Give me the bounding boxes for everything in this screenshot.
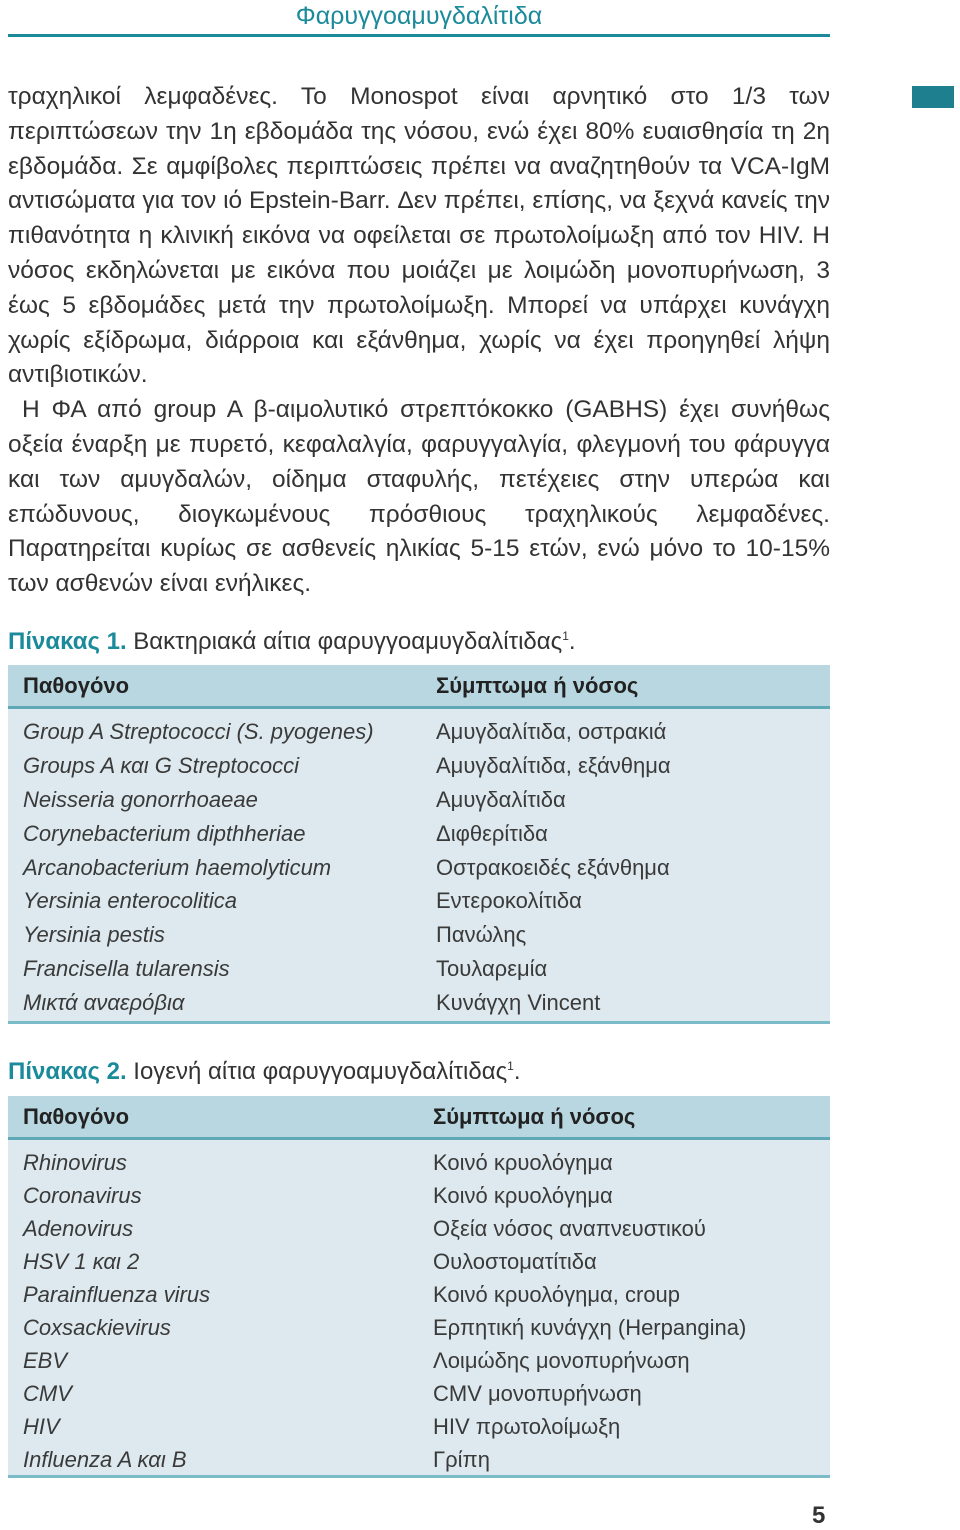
table-row bbox=[8, 884, 830, 918]
table-2 bbox=[8, 1096, 830, 1478]
table-2-caption-text: Ιογενή αίτια φαρυγγοαμυγδαλίτιδας bbox=[126, 1058, 508, 1085]
table-1-header-symptom: Σύμπτωμα ή νόσος bbox=[436, 673, 639, 698]
table-1 bbox=[8, 665, 830, 1024]
table-row bbox=[8, 1410, 830, 1443]
symptom-cell: Εντεροκολίτιδα bbox=[436, 888, 582, 914]
pathogen-cell: Neisseria gonorrhoaeae bbox=[23, 786, 258, 812]
pathogen-cell: HIV bbox=[23, 1414, 60, 1439]
running-header-title: Φαρυγγοαμυγδαλίτιδα bbox=[295, 2, 543, 30]
table-row bbox=[8, 817, 830, 851]
chapter-side-tab bbox=[912, 86, 954, 108]
table-2-reference: 1 bbox=[507, 1059, 514, 1073]
table-row bbox=[8, 986, 830, 1020]
table-row bbox=[8, 1443, 830, 1476]
table-row bbox=[8, 749, 830, 783]
table-2-body bbox=[8, 1140, 830, 1476]
symptom-cell: Κοινό κρυολόγημα bbox=[433, 1183, 613, 1208]
paragraph-1: τραχηλικοί λεμφαδένες. Το Monospot είναι αρνητικό στο 1/3 των περιπτώσεων την 1η εβδομάδα της νόσου, ενώ έχει 80% ευαισθησία τη 2η εβδομάδα. Σε αμφίβολες περιπτώσεις πρέπει να αναζητηθούν τα VCA-IgM αντισώματα για τον ιό Epstein-Barr. Δεν πρέπει, επίσης, να ξεχνά κανείς την πιθανότητα η κλινική εικόνα να οφείλεται σε πρωτολοίμωξη από τον HIV. Η νόσος εκδηλώνεται με εικόνα που μοιάζει με λοιμώδη μονοπυρήνωση, 3 έως 5 εβδομάδες μετά την πρωτολοίμωξη. Μπορεί να υπάρχει κυνάγχη χωρίς εξίδρωμα, διάρροια και εξάνθημα, χωρίς να έχει προηγηθεί λήψη αντιβιοτικών. bbox=[8, 83, 830, 389]
symptom-cell: Αμυγδαλίτιδα, οστρακιά bbox=[436, 719, 667, 744]
symptom-cell: Τουλαρεμία bbox=[436, 956, 548, 982]
pathogen-cell: Influenza A και B bbox=[23, 1447, 187, 1472]
table-row bbox=[8, 1146, 830, 1179]
symptom-cell: Ερπητική κυνάγχη (Herpangina) bbox=[433, 1315, 747, 1340]
symptom-cell: Πανώλης bbox=[436, 922, 527, 948]
table-row bbox=[8, 1344, 830, 1377]
pathogen-cell: Yersinia enterocolitica bbox=[23, 888, 238, 914]
table-row bbox=[8, 918, 830, 952]
symptom-cell: Κυνάγχη Vincent bbox=[436, 990, 601, 1016]
paragraph-2: Η ΦΑ από group A β-αιμολυτικό στρεπτόκοκκο (GABHS) έχει συνήθως οξεία έναρξη με πυρετό, κεφαλαλγία, φαρυγγαλγία, φλεγμονή του φάρυγγα και των αμυγδαλών, οίδημα σταφυλής, πετέχειες στην υπερώα και επώδυνους, διογκωμένους πρόσθιους τραχηλικούς λεμφαδένες. Παρατηρείται κυρίως σε ασθενείς ηλικίας 5-15 ετών, ενώ μόνο το 10-15% των ασθενών είναι ενήλικες. bbox=[8, 396, 830, 598]
pathogen-cell: EBV bbox=[23, 1348, 68, 1373]
table-1-reference: 1 bbox=[562, 629, 569, 643]
symptom-cell: Αμυγδαλίτιδα, εξάνθημα bbox=[436, 752, 671, 778]
table-1-caption bbox=[8, 628, 838, 656]
pathogen-cell: Coxsackievirus bbox=[23, 1315, 171, 1340]
pathogen-cell: Francisella tularensis bbox=[23, 956, 230, 982]
table-row bbox=[8, 783, 830, 817]
symptom-cell: Γρίπη bbox=[433, 1447, 490, 1472]
pathogen-cell: Yersinia pestis bbox=[23, 922, 165, 948]
pathogen-cell: Μικτά αναερόβια bbox=[23, 990, 185, 1016]
pathogen-cell: Corynebacterium dipthheriae bbox=[23, 820, 306, 846]
table-row bbox=[8, 1377, 830, 1410]
table-row bbox=[8, 1278, 830, 1311]
table-2-label: Πίνακας 2. bbox=[8, 1058, 127, 1085]
symptom-cell: Οστρακοειδές εξάνθημα bbox=[436, 854, 670, 880]
pathogen-cell: Rhinovirus bbox=[23, 1150, 127, 1175]
table-row bbox=[8, 952, 830, 986]
table-row bbox=[8, 1245, 830, 1278]
symptom-cell: Οξεία νόσος αναπνευστικού bbox=[433, 1216, 706, 1241]
table-row bbox=[8, 851, 830, 885]
pathogen-cell: Arcanobacterium haemolyticum bbox=[23, 854, 332, 880]
pathogen-cell: Adenovirus bbox=[23, 1216, 134, 1241]
pathogen-cell: CMV bbox=[23, 1381, 72, 1406]
header-rule bbox=[8, 34, 830, 37]
symptom-cell: Ουλοστοματίτιδα bbox=[433, 1249, 597, 1274]
symptom-cell: Κοινό κρυολόγημα, croup bbox=[433, 1282, 681, 1307]
table-row bbox=[8, 1179, 830, 1212]
table-1-header bbox=[8, 665, 830, 709]
pathogen-cell: Groups A και G Streptococci bbox=[23, 752, 299, 778]
symptom-cell: Αμυγδαλίτιδα bbox=[436, 786, 566, 812]
table-1-label: Πίνακας 1. bbox=[8, 628, 127, 655]
table-2-caption bbox=[8, 1058, 838, 1086]
symptom-cell: HIV πρωτολοίμωξη bbox=[433, 1414, 621, 1439]
table-row bbox=[8, 715, 830, 749]
table-1-body bbox=[8, 709, 830, 1020]
symptom-cell: CMV μονοπυρήνωση bbox=[433, 1381, 642, 1406]
table-2-caption-end: . bbox=[513, 1058, 521, 1085]
table-1-caption-text: Βακτηριακά αίτια φαρυγγοαμυγδαλίτιδας bbox=[126, 628, 563, 655]
table-2-header-pathogen: Παθογόνο bbox=[23, 1104, 130, 1129]
table-2-header-symptom: Σύμπτωμα ή νόσος bbox=[433, 1104, 636, 1129]
symptom-cell: Κοινό κρυολόγημα bbox=[433, 1150, 613, 1175]
page-number: 5 bbox=[812, 1502, 826, 1529]
pathogen-cell: Parainfluenza virus bbox=[23, 1282, 211, 1307]
table-1-header-pathogen: Παθογόνο bbox=[23, 673, 130, 698]
symptom-cell: Διφθερίτιδα bbox=[436, 820, 548, 846]
table-row bbox=[8, 1212, 830, 1245]
symptom-cell: Λοιμώδης μονοπυρήνωση bbox=[433, 1348, 690, 1373]
body-text bbox=[8, 80, 830, 602]
pathogen-cell: Coronavirus bbox=[23, 1183, 142, 1208]
pathogen-cell: HSV 1 και 2 bbox=[23, 1249, 140, 1274]
table-row bbox=[8, 1311, 830, 1344]
table-2-header bbox=[8, 1096, 830, 1140]
table-1-caption-end: . bbox=[568, 628, 576, 655]
pathogen-cell: Group A Streptococci (S. pyogenes) bbox=[23, 719, 374, 744]
